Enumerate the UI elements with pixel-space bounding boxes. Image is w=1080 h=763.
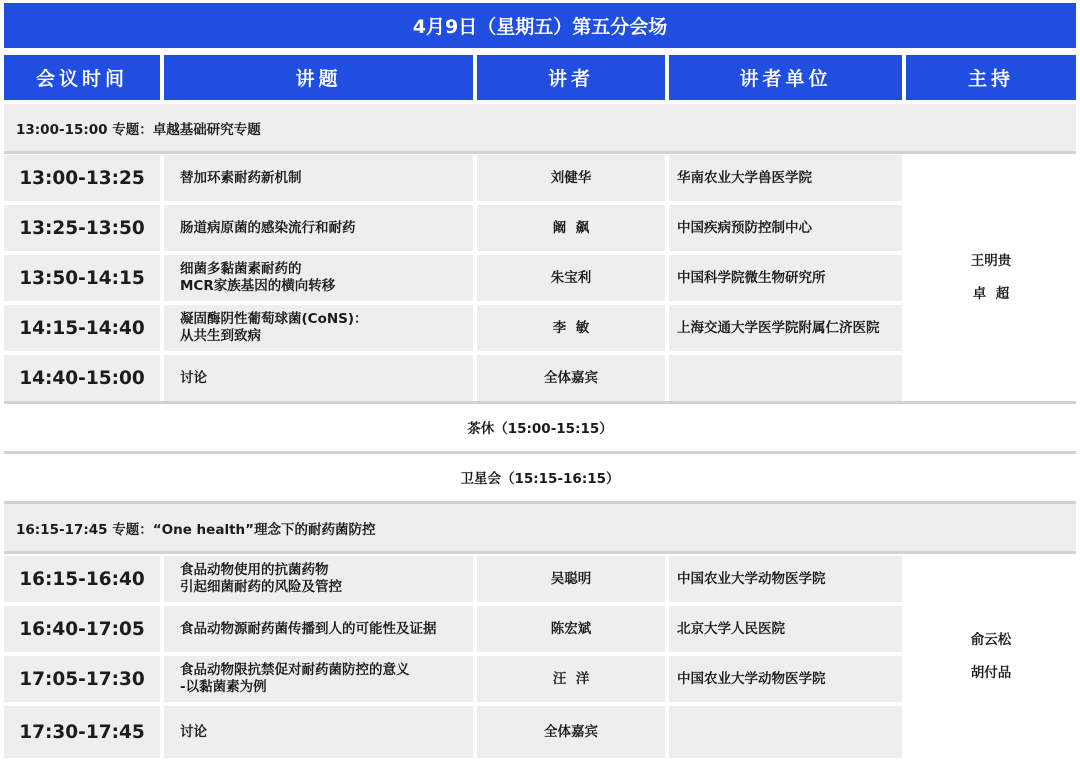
session-topic: 凝固酶阴性葡萄球菌(CoNS)： 从共生到致病 — [164, 305, 473, 351]
session-institution: 上海交通大学医学院附属仁济医院 — [669, 305, 902, 351]
session-topic: 讨论 — [164, 706, 473, 758]
session-speaker: 汪 洋 — [477, 656, 665, 702]
session-institution — [669, 706, 902, 758]
session-time: 16:15-16:40 — [4, 556, 160, 602]
session-topic: 讨论 — [164, 355, 473, 401]
page-title: 4月9日（星期五）第五分会场 — [4, 3, 1076, 48]
session-speaker: 李 敏 — [477, 305, 665, 351]
session-institution: 北京大学人民医院 — [669, 606, 902, 652]
session-speaker: 全体嘉宾 — [477, 355, 665, 401]
host-name: 卓 超 — [972, 286, 1010, 302]
header-time: 会议时间 — [4, 55, 160, 100]
session-1-label: 13:00-15:00 专题：卓越基础研究专题 — [4, 104, 1076, 151]
session-time: 13:25-13:50 — [4, 205, 160, 251]
session-speaker: 陈宏斌 — [477, 606, 665, 652]
session-speaker: 朱宝利 — [477, 255, 665, 301]
session-institution: 中国农业大学动物医学院 — [669, 656, 902, 702]
host-cell — [906, 155, 1076, 401]
session-time: 17:05-17:30 — [4, 656, 160, 702]
session-speaker: 阚 飙 — [477, 205, 665, 251]
header-institution: 讲者单位 — [669, 55, 902, 100]
session-time: 14:40-15:00 — [4, 355, 160, 401]
session-topic: 食品动物源耐药菌传播到人的可能性及证据 — [164, 606, 473, 652]
break-satellite: 卫星会（15:15-16:15） — [4, 454, 1076, 499]
session-topic: 替加环素耐药新机制 — [164, 155, 473, 201]
break-tea: 茶休（15:00-15:15） — [4, 404, 1076, 449]
header-host: 主持 — [906, 55, 1076, 100]
header-speaker: 讲者 — [477, 55, 665, 100]
session-topic: 肠道病原菌的感染流行和耐药 — [164, 205, 473, 251]
session-topic: 食品动物限抗禁促对耐药菌防控的意义 -以黏菌素为例 — [164, 656, 473, 702]
session-speaker: 吴聪明 — [477, 556, 665, 602]
divider — [4, 551, 1076, 554]
host-cell — [906, 556, 1076, 758]
session-speaker: 刘健华 — [477, 155, 665, 201]
session-time: 13:50-14:15 — [4, 255, 160, 301]
session-speaker: 全体嘉宾 — [477, 706, 665, 758]
session-time: 13:00-13:25 — [4, 155, 160, 201]
session-institution: 华南农业大学兽医学院 — [669, 155, 902, 201]
session-topic: 细菌多黏菌素耐药的 MCR家族基因的横向转移 — [164, 255, 473, 301]
header-topic: 讲题 — [164, 55, 473, 100]
session-topic: 食品动物使用的抗菌药物 引起细菌耐药的风险及管控 — [164, 556, 473, 602]
session-time: 16:40-17:05 — [4, 606, 160, 652]
session-institution: 中国农业大学动物医学院 — [669, 556, 902, 602]
session-time: 17:30-17:45 — [4, 706, 160, 758]
session-institution: 中国科学院微生物研究所 — [669, 255, 902, 301]
session-time: 14:15-14:40 — [4, 305, 160, 351]
session-institution: 中国疾病预防控制中心 — [669, 205, 902, 251]
session-2-label: 16:15-17:45 专题：“One health”理念下的耐药菌防控 — [4, 504, 1076, 551]
host-name: 俞云松 — [970, 632, 1012, 648]
divider — [4, 151, 1076, 154]
host-name: 王明贵 — [970, 253, 1012, 269]
host-name: 胡付品 — [970, 665, 1012, 681]
session-institution — [669, 355, 902, 401]
